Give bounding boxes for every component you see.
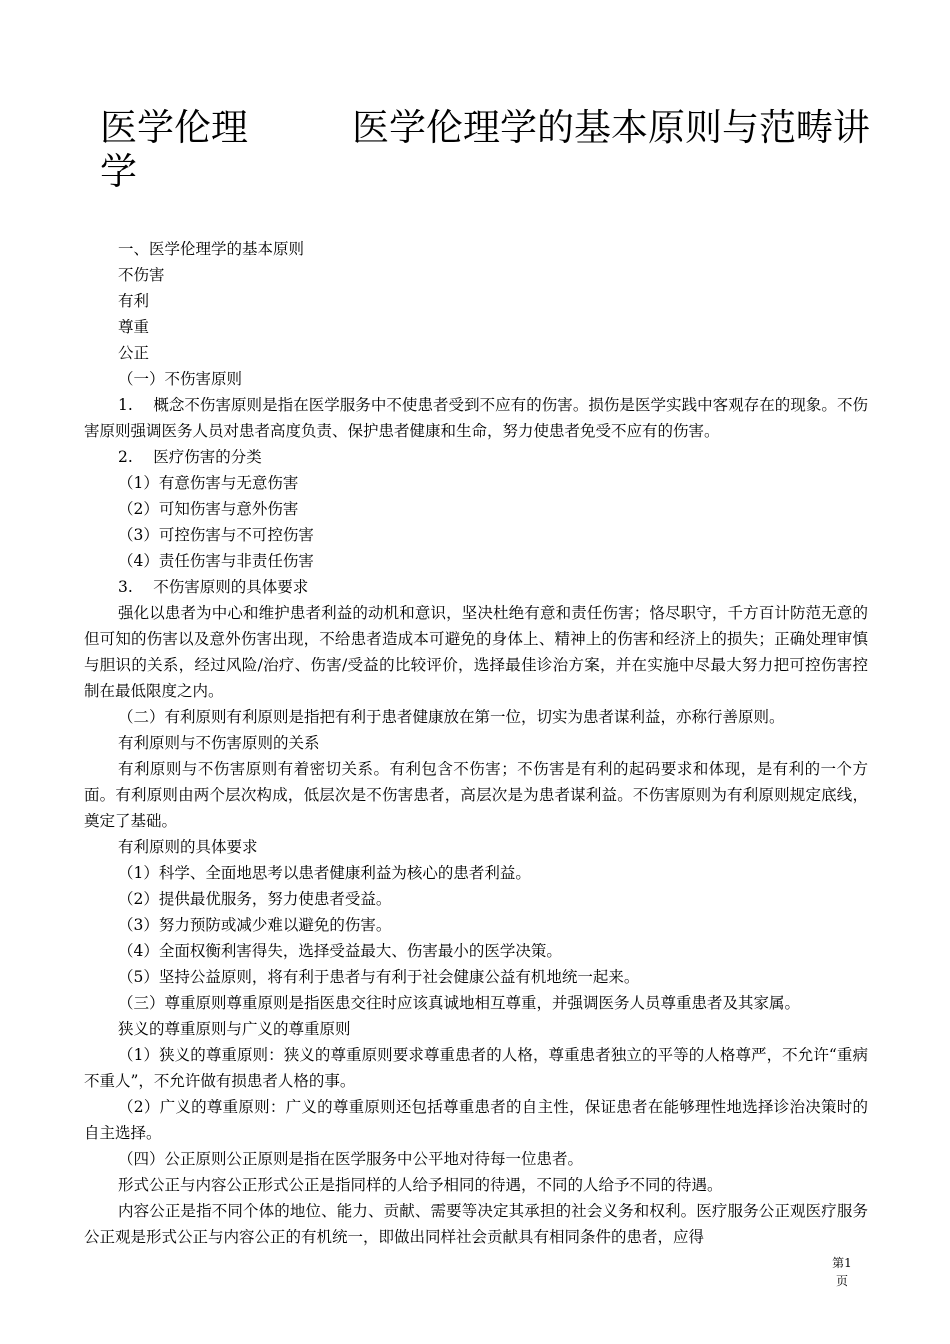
- paragraph: 有利原则与不伤害原则有着密切关系。有利包含不伤害；不伤害是有利的起码要求和体现，是有利的一个方面。有利原则由两个层次构成，低层次是不伤害患者，高层次是为患者谋利益。不伤害原则为有利原则规定底线，奠定了基础。: [84, 760, 868, 830]
- paragraph: （3）努力预防或减少难以避免的伤害。: [118, 916, 392, 934]
- paragraph: 不伤害: [118, 266, 165, 284]
- paragraph: 尊重: [118, 318, 150, 336]
- paragraph: （一）不伤害原则: [118, 370, 243, 388]
- paragraph: （4）责任伤害与非责任伤害: [118, 552, 314, 570]
- document-title-right: 医学伦理学的基本原则与范畴讲: [352, 106, 870, 149]
- paragraph: 强化以患者为中心和维护患者利益的动机和意识，坚决杜绝有意和责任伤害；恪尽职守，千方百计防范无意的但可知的伤害以及意外伤害出现，不给患者造成本可避免的身体上、精神上的伤害和经济上的损失；正确处理审慎与胆识的关系，经过风险/治疗、伤害/受益的比较评价，选择最佳诊治方案，并在实施中尽最大努力把可控伤害控制在最低限度之内。: [84, 604, 868, 700]
- paragraph: （三）尊重原则尊重原则是指医患交往时应该真诚地相互尊重，并强调医务人员尊重患者及其家属。: [118, 994, 801, 1012]
- paragraph: 3. 不伤害原则的具体要求: [118, 578, 309, 596]
- paragraph: （1）狭义的尊重原则：狭义的尊重原则要求尊重患者的人格，尊重患者独立的平等的人格尊严，不允许“重病不重人”，不允许做有损患者人格的事。: [84, 1046, 868, 1090]
- paragraph: 1. 概念不伤害原则是指在医学服务中不使患者受到不应有的伤害。损伤是医学实践中客观存在的现象。不伤害原则强调医务人员对患者高度负责、保护患者健康和生命，努力使患者免受不应有的伤害。: [84, 396, 868, 440]
- paragraph: 狭义的尊重原则与广义的尊重原则: [118, 1020, 351, 1038]
- paragraph: （二）有利原则有利原则是指把有利于患者健康放在第一位，切实为患者谋利益，亦称行善原则。: [118, 708, 785, 726]
- paragraph: 一、医学伦理学的基本原则: [118, 240, 305, 258]
- page-number: [822, 1254, 862, 1290]
- paragraph: （2）可知伤害与意外伤害: [118, 500, 299, 518]
- paragraph: 形式公正与内容公正形式公正是指同样的人给予相同的待遇，不同的人给予不同的待遇。: [118, 1176, 723, 1194]
- document-title-left: 医学伦理学: [100, 106, 248, 193]
- paragraph: （2）提供最优服务，努力使患者受益。: [118, 890, 392, 908]
- paragraph: （3）可控伤害与不可控伤害: [118, 526, 314, 544]
- paragraph: 有利原则的具体要求: [118, 838, 258, 856]
- paragraph: （2）广义的尊重原则：广义的尊重原则还包括尊重患者的自主性，保证患者在能够理性地选择诊治决策时的自主选择。: [84, 1098, 868, 1142]
- paragraph: （四）公正原则公正原则是指在医学服务中公平地对待每一位患者。: [118, 1150, 584, 1168]
- paragraph: （1）有意伤害与无意伤害: [118, 474, 299, 492]
- paragraph: 2. 医疗伤害的分类: [118, 448, 262, 466]
- page-number-line: 第1: [832, 1256, 852, 1270]
- paragraph: 公正: [118, 344, 150, 362]
- paragraph: 有利: [118, 292, 150, 310]
- paragraph: （5）坚持公益原则，将有利于患者与有利于社会健康公益有机地统一起来。: [118, 968, 640, 986]
- paragraph: 内容公正是指不同个体的地位、能力、贡献、需要等决定其承担的社会义务和权利。医疗服务公正观医疗服务公正观是形式公正与内容公正的有机统一，即做出同样社会贡献具有相同条件的患者，应得: [84, 1202, 868, 1246]
- paragraph: （1）科学、全面地思考以患者健康利益为核心的患者利益。: [118, 864, 531, 882]
- paragraph: 有利原则与不伤害原则的关系: [118, 734, 320, 752]
- page-number-line: 页: [835, 1274, 848, 1288]
- paragraph: （4）全面权衡利害得失，选择受益最大、伤害最小的医学决策。: [118, 942, 562, 960]
- document-body: [84, 236, 868, 1250]
